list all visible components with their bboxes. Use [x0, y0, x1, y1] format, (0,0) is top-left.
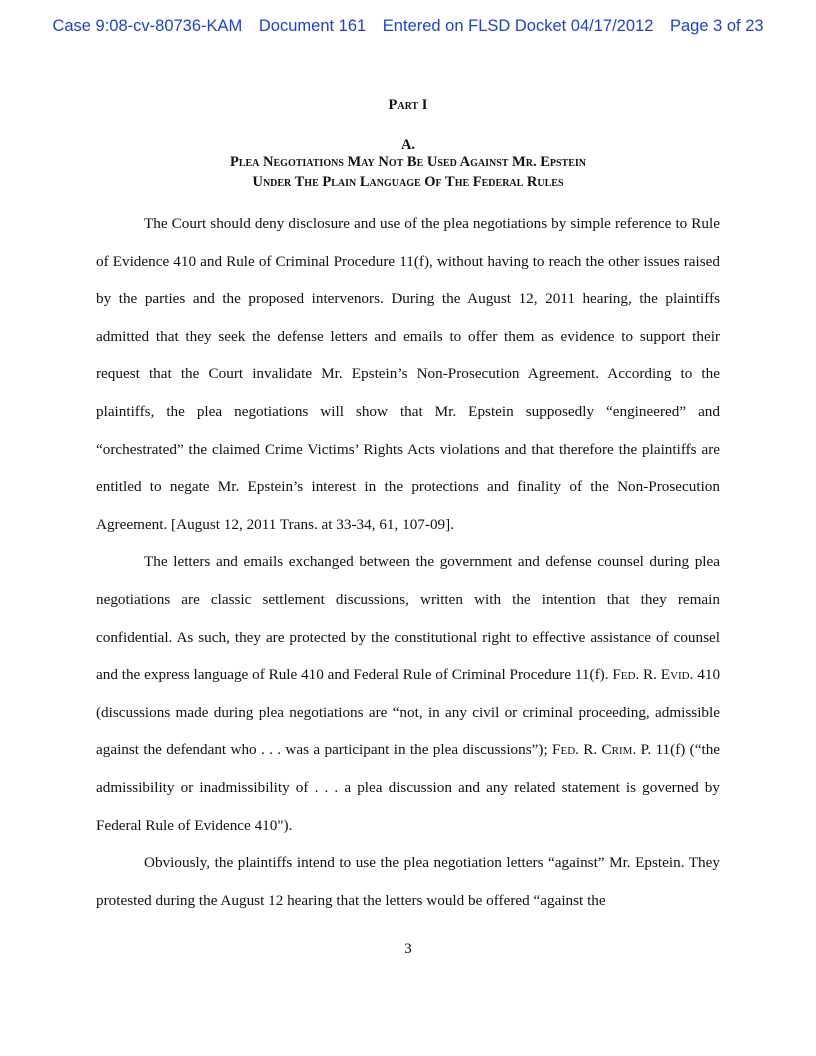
- paragraph-1: The Court should deny disclosure and use of the plea negotiations by simple reference to Rule of Evidence 410 and Rule of Criminal Procedure 11(f), without having to reach the other issues raised by the parties and the proposed intervenors. During the August 12, 2011 hearing, the plaintiffs admitted that they seek the defense letters and emails to offer them as evidence to support their request that the Court invalidate Mr. Epstein’s Non-Prosecution Agreement. According to the plaintiffs, the plea negotiations will show that Mr. Epstein supposedly “engineered” and “orchestrated” the claimed Crime Victims’ Rights Acts violations and that therefore the plaintiffs are entitled to negate Mr. Epstein’s interest in the protections and finality of the Non-Prosecution Agreement. [August 12, 2011 Trans. at 33-34, 61, 107-09].: [96, 215, 720, 533]
- paragraph-2-part-b: 410 (discussions made during plea negotiations are “not, in any civil or criminal proceeding, admissible against the defendant who . . . was a participant in the plea discussions”);: [96, 666, 721, 759]
- citation-fed-r-evid: Fed. R. Evid.: [612, 666, 694, 684]
- page-number: 3: [404, 941, 412, 957]
- section-letter: A.: [400, 137, 416, 153]
- docket-header: [0, 17, 816, 36]
- docket-document-number: Document 161: [258, 17, 367, 35]
- paragraph-3: Obviously, the plaintiffs intend to use the plea negotiation letters “against” Mr. Epstein. They protested during the August 12 hearing that the letters would be offered “against the: [96, 854, 720, 909]
- paragraph-2-part-c: P. 11(f) (“the admissibility or inadmissibility of . . . a plea discussion and any related statement is governed by Federal Rule of Evidence 410").: [96, 741, 721, 834]
- paragraph-2-part-a: The letters and emails exchanged between the government and defense counsel during plea negotiations are classic settlement discussions, written with the intention that they remain confidential. As such, they are protected by the constitutional right to effective assistance of counsel and the express language of Rule 410 and Federal Rule of Criminal Procedure 11(f).: [96, 553, 720, 684]
- docket-page-count: Page 3 of 23: [669, 17, 764, 35]
- body-text: [96, 205, 720, 919]
- section-title-line-2: Under The Plain Language Of The Federal Rules: [252, 174, 564, 190]
- docket-case-number: Case 9:08-cv-80736-KAM: [52, 17, 243, 35]
- section-title-line-1: Plea Negotiations May Not Be Used Against Mr. Epstein: [229, 154, 587, 170]
- part-heading: Part I: [388, 97, 428, 113]
- paragraph-2: [96, 543, 720, 844]
- docket-entry-date: Entered on FLSD Docket 04/17/2012: [382, 17, 654, 35]
- citation-fed-r-crim: Fed. R. Crim.: [552, 741, 637, 759]
